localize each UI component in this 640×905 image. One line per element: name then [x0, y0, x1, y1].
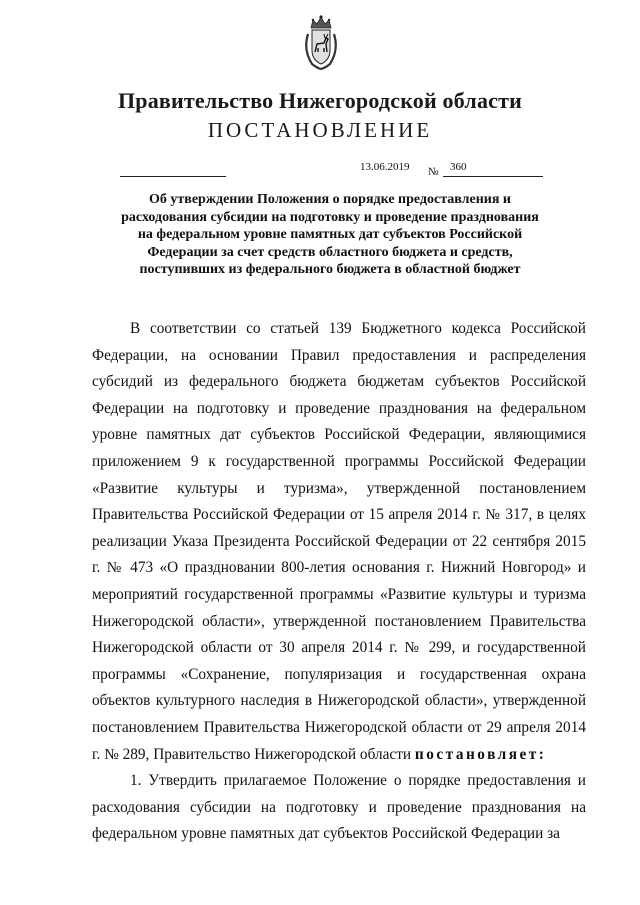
number-sign: № [428, 166, 439, 178]
document-type: ПОСТАНОВЛЕНИЕ [207, 118, 433, 142]
date-underline-left [120, 176, 226, 177]
document-number: 360 [450, 161, 467, 173]
document-heading: Об утверждении Положения о порядке предоставления и расходования субсидии на подготовку и проведение празднования на федеральном уровне памятных дат субъектов Российской Федерации за счет средств областного бюджета и средств, поступивших из федерального бюджета в областной бюджет [121, 192, 539, 278]
preamble-text: В соответствии со статьей 139 Бюджетного кодекса Российской Федерации, на основании Правил предоставления и распределения субсидий из федерального бюджета бюджетам субъектов Российской Федерации на подготовку и проведение празднования на федеральном уровне памятных дат субъектов Российской Федерации, являющимися приложением 9 к государственной программы Российской Федерации «Развитие культуры и туризма», утвержденной постановлением Правительства Российской Федерации от 15 апреля 2014 г. № 317, в целях реализации Указа Президента Российской Федерации от 22 сентября 2015 г. № 473 «О праздновании 800-летия основания г. Нижний Новгород» и мероприятий государственной программы «Развитие культуры и туризма Нижегородской области», утвержденной постановлением Правительства Нижегородской области от 30 апреля 2014 г. № 299, и государственной программы «Сохранение, популяризация и государственная охрана объектов культурного наследия в Нижегородской области», утвержденной постановлением Правительства Нижегородской области от 29 апреля 2014 г. № 289, Правительство Нижегородской области [92, 320, 586, 763]
government-name: Правительство Нижегородской области [117, 88, 522, 113]
document-body [92, 316, 586, 848]
coat-of-arms-icon [302, 14, 340, 72]
decree-word: постановляет: [414, 745, 547, 763]
body-paragraph [92, 316, 586, 768]
body-paragraph-item-1: 1. Утвердить прилагаемое Положение о порядке предоставления и расходования субсидии на подготовку и проведение празднования на федеральном уровне памятных дат субъектов Российской Федерации за [92, 772, 586, 843]
document-date: 13.06.2019 [360, 161, 410, 173]
number-underline [443, 176, 543, 177]
